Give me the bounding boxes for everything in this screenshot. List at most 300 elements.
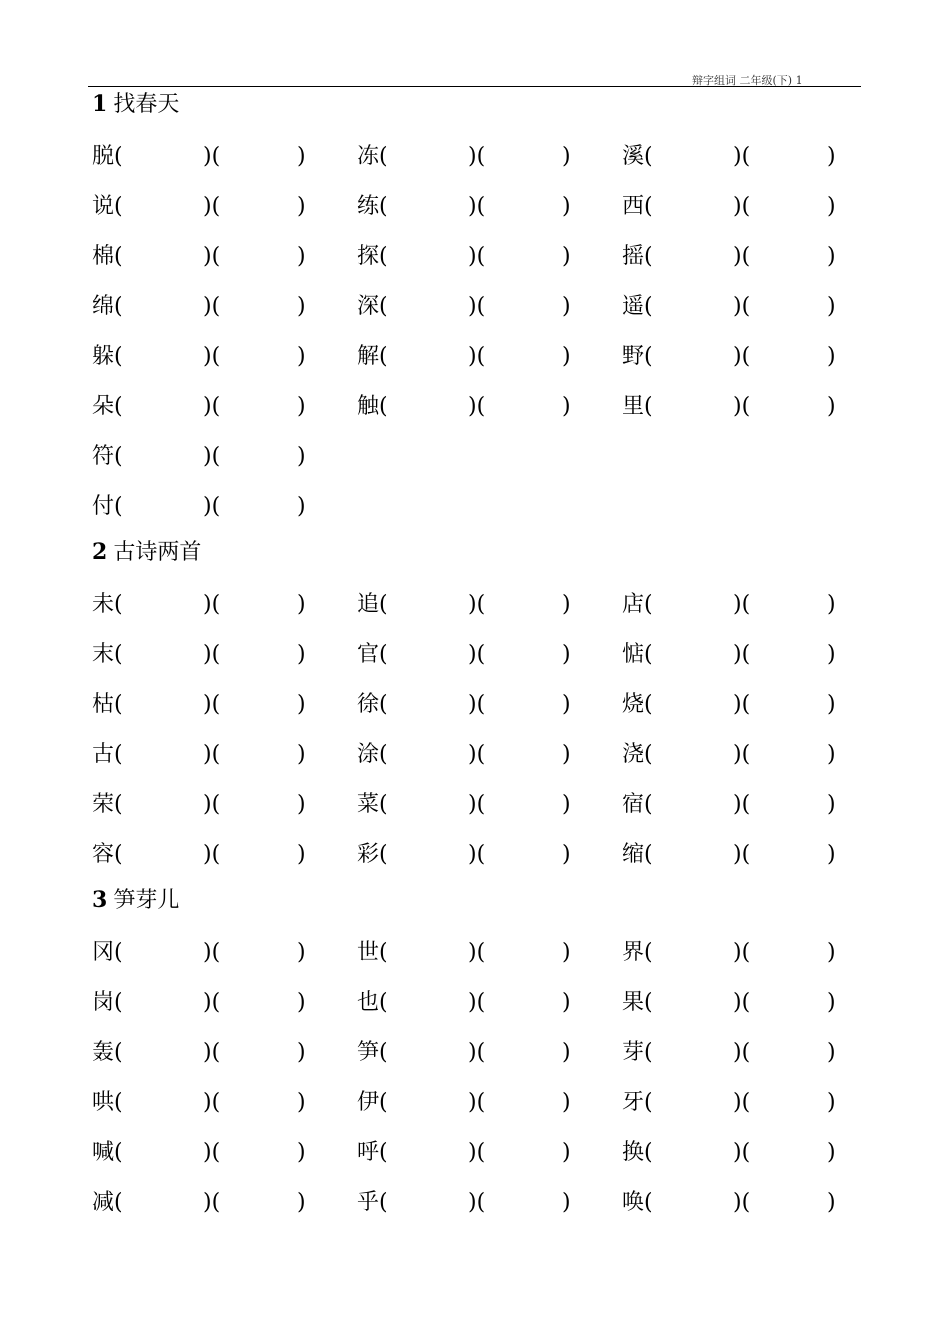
blank-close-paren[interactable]: ) — [562, 842, 571, 867]
character: 店 — [622, 592, 645, 617]
blank-open-paren: ( — [379, 294, 388, 319]
character-with-paren — [92, 1038, 123, 1068]
character: 也 — [357, 990, 380, 1015]
character-with-paren — [92, 242, 123, 272]
blank-open-paren: ( — [379, 144, 388, 169]
blank-close-paren[interactable]: ) — [562, 792, 571, 817]
blank-open-paren: ( — [379, 1040, 388, 1065]
blank-open-paren: ( — [644, 940, 653, 965]
blank-mid-paren[interactable]: )( — [468, 294, 486, 319]
blank-mid-paren[interactable]: )( — [203, 742, 221, 767]
blank-mid-paren[interactable]: )( — [733, 1190, 751, 1215]
blank-mid-paren[interactable]: )( — [203, 1090, 221, 1115]
blank-mid-paren[interactable]: )( — [468, 244, 486, 269]
blank-open-paren: ( — [114, 344, 123, 369]
blank-open-paren: ( — [644, 344, 653, 369]
blank-mid-paren[interactable]: )( — [733, 692, 751, 717]
blank-mid-paren[interactable]: )( — [468, 394, 486, 419]
blank-open-paren: ( — [644, 1040, 653, 1065]
blank-mid-paren[interactable]: )( — [468, 344, 486, 369]
exercise-row — [0, 790, 950, 820]
blank-mid-paren[interactable]: )( — [203, 394, 221, 419]
character-with-paren — [92, 292, 123, 322]
character-with-paren — [357, 192, 388, 222]
character: 芽 — [622, 1040, 645, 1065]
blank-mid-paren[interactable]: )( — [203, 144, 221, 169]
blank-close-paren[interactable]: ) — [827, 1090, 836, 1115]
character-with-paren — [622, 1138, 653, 1168]
blank-close-paren[interactable]: ) — [827, 394, 836, 419]
character: 冈 — [92, 940, 115, 965]
blank-mid-paren[interactable]: )( — [468, 842, 486, 867]
character: 烧 — [622, 692, 645, 717]
character-with-paren — [622, 342, 653, 372]
character: 棉 — [92, 244, 115, 269]
blank-close-paren[interactable]: ) — [297, 842, 306, 867]
blank-open-paren: ( — [644, 792, 653, 817]
character: 脱 — [92, 144, 115, 169]
character: 深 — [357, 294, 380, 319]
blank-close-paren[interactable]: ) — [297, 444, 306, 469]
character-with-paren — [622, 1088, 653, 1118]
exercise-row — [0, 1088, 950, 1118]
character: 缩 — [622, 842, 645, 867]
blank-open-paren: ( — [379, 1190, 388, 1215]
blank-close-paren[interactable]: ) — [827, 1040, 836, 1065]
blank-open-paren: ( — [379, 244, 388, 269]
blank-open-paren: ( — [114, 592, 123, 617]
character-with-paren — [622, 1038, 653, 1068]
character: 触 — [357, 394, 380, 419]
character: 冻 — [357, 144, 380, 169]
blank-mid-paren[interactable]: )( — [468, 742, 486, 767]
character: 菜 — [357, 792, 380, 817]
section-title — [92, 90, 179, 119]
blank-mid-paren[interactable]: )( — [203, 990, 221, 1015]
blank-mid-paren[interactable]: )( — [733, 842, 751, 867]
blank-close-paren[interactable]: ) — [297, 194, 306, 219]
blank-close-paren[interactable]: ) — [562, 394, 571, 419]
character: 牙 — [622, 1090, 645, 1115]
blank-close-paren[interactable]: ) — [297, 394, 306, 419]
character-with-paren — [622, 242, 653, 272]
exercise-row — [0, 142, 950, 172]
blank-open-paren: ( — [114, 642, 123, 667]
blank-close-paren[interactable]: ) — [297, 592, 306, 617]
character: 笋 — [357, 1040, 380, 1065]
blank-mid-paren[interactable]: )( — [203, 692, 221, 717]
blank-close-paren[interactable]: ) — [827, 244, 836, 269]
blank-mid-paren[interactable]: )( — [468, 1140, 486, 1165]
blank-mid-paren[interactable]: )( — [203, 444, 221, 469]
blank-open-paren: ( — [379, 842, 388, 867]
blank-close-paren[interactable]: ) — [297, 144, 306, 169]
blank-close-paren[interactable]: ) — [297, 692, 306, 717]
character: 荣 — [92, 792, 115, 817]
blank-open-paren: ( — [114, 842, 123, 867]
character: 呼 — [357, 1140, 380, 1165]
blank-open-paren: ( — [644, 842, 653, 867]
character: 轰 — [92, 1040, 115, 1065]
exercise-row — [0, 492, 950, 522]
blank-mid-paren[interactable]: )( — [733, 792, 751, 817]
blank-close-paren[interactable]: ) — [297, 940, 306, 965]
blank-mid-paren[interactable]: )( — [203, 642, 221, 667]
exercise-row — [0, 740, 950, 770]
blank-close-paren[interactable]: ) — [827, 194, 836, 219]
character-with-paren — [357, 1138, 388, 1168]
blank-close-paren[interactable]: ) — [297, 294, 306, 319]
blank-close-paren[interactable]: ) — [562, 1140, 571, 1165]
blank-close-paren[interactable]: ) — [297, 742, 306, 767]
character-with-paren — [92, 492, 123, 522]
blank-mid-paren[interactable]: )( — [203, 244, 221, 269]
blank-open-paren: ( — [114, 444, 123, 469]
character-with-paren — [92, 1188, 123, 1218]
blank-close-paren[interactable]: ) — [562, 344, 571, 369]
blank-close-paren[interactable]: ) — [827, 1190, 836, 1215]
blank-open-paren: ( — [644, 394, 653, 419]
blank-close-paren[interactable]: ) — [827, 344, 836, 369]
character-with-paren — [357, 292, 388, 322]
blank-mid-paren[interactable]: )( — [203, 294, 221, 319]
character-with-paren — [357, 640, 388, 670]
character-with-paren — [357, 392, 388, 422]
blank-close-paren[interactable]: ) — [297, 344, 306, 369]
blank-open-paren: ( — [114, 194, 123, 219]
blank-open-paren: ( — [114, 394, 123, 419]
character-with-paren — [92, 640, 123, 670]
blank-open-paren: ( — [114, 940, 123, 965]
blank-close-paren[interactable]: ) — [827, 294, 836, 319]
character: 伊 — [357, 1090, 380, 1115]
blank-open-paren: ( — [644, 1190, 653, 1215]
blank-open-paren: ( — [379, 344, 388, 369]
character: 付 — [92, 494, 115, 519]
character-with-paren — [92, 740, 123, 770]
blank-open-paren: ( — [114, 792, 123, 817]
character-with-paren — [622, 590, 653, 620]
blank-open-paren: ( — [379, 394, 388, 419]
blank-mid-paren[interactable]: )( — [468, 692, 486, 717]
character-with-paren — [357, 590, 388, 620]
character: 果 — [622, 990, 645, 1015]
blank-close-paren[interactable]: ) — [297, 990, 306, 1015]
character-with-paren — [622, 740, 653, 770]
character-with-paren — [357, 988, 388, 1018]
blank-open-paren: ( — [644, 294, 653, 319]
blank-open-paren: ( — [114, 1040, 123, 1065]
blank-open-paren: ( — [379, 592, 388, 617]
character: 未 — [92, 592, 115, 617]
character-with-paren — [92, 442, 123, 472]
blank-open-paren: ( — [114, 494, 123, 519]
blank-close-paren[interactable]: ) — [562, 144, 571, 169]
blank-open-paren: ( — [644, 194, 653, 219]
exercise-row — [0, 242, 950, 272]
character-with-paren — [622, 790, 653, 820]
character-with-paren — [92, 840, 123, 870]
exercise-row — [0, 590, 950, 620]
character-with-paren — [622, 142, 653, 172]
exercise-row — [0, 442, 950, 472]
character: 浇 — [622, 742, 645, 767]
character-with-paren — [357, 342, 388, 372]
exercise-row — [0, 690, 950, 720]
blank-open-paren: ( — [114, 692, 123, 717]
character: 西 — [622, 194, 645, 219]
character: 唤 — [622, 1190, 645, 1215]
character: 躲 — [92, 344, 115, 369]
blank-close-paren[interactable]: ) — [562, 1190, 571, 1215]
character-with-paren — [622, 690, 653, 720]
character-with-paren — [92, 1088, 123, 1118]
exercise-row — [0, 640, 950, 670]
blank-mid-paren[interactable]: )( — [203, 1190, 221, 1215]
exercise-row — [0, 840, 950, 870]
blank-mid-paren[interactable]: )( — [733, 742, 751, 767]
character-with-paren — [92, 690, 123, 720]
character: 探 — [357, 244, 380, 269]
character-with-paren — [357, 840, 388, 870]
blank-open-paren: ( — [114, 144, 123, 169]
character: 练 — [357, 194, 380, 219]
blank-mid-paren[interactable]: )( — [468, 1190, 486, 1215]
blank-close-paren[interactable]: ) — [297, 244, 306, 269]
blank-mid-paren[interactable]: )( — [733, 344, 751, 369]
character-with-paren — [357, 1038, 388, 1068]
blank-open-paren: ( — [114, 1140, 123, 1165]
blank-mid-paren[interactable]: )( — [203, 792, 221, 817]
character: 容 — [92, 842, 115, 867]
character: 古 — [92, 742, 115, 767]
blank-mid-paren[interactable]: )( — [733, 990, 751, 1015]
character: 涂 — [357, 742, 380, 767]
character: 解 — [357, 344, 380, 369]
blank-close-paren[interactable]: ) — [562, 194, 571, 219]
character-with-paren — [357, 1188, 388, 1218]
character-with-paren — [92, 938, 123, 968]
section-title-text: 古诗两首 — [113, 540, 202, 565]
blank-open-paren: ( — [379, 940, 388, 965]
blank-mid-paren[interactable]: )( — [203, 1040, 221, 1065]
character-with-paren — [92, 590, 123, 620]
blank-close-paren[interactable]: ) — [827, 990, 836, 1015]
character: 世 — [357, 940, 380, 965]
blank-close-paren[interactable]: ) — [562, 592, 571, 617]
blank-open-paren: ( — [114, 742, 123, 767]
blank-close-paren[interactable]: ) — [562, 692, 571, 717]
blank-open-paren: ( — [379, 194, 388, 219]
character: 界 — [622, 940, 645, 965]
blank-open-paren: ( — [644, 990, 653, 1015]
blank-mid-paren[interactable]: )( — [468, 1090, 486, 1115]
blank-open-paren: ( — [379, 792, 388, 817]
blank-mid-paren[interactable]: )( — [203, 842, 221, 867]
blank-close-paren[interactable]: ) — [297, 1140, 306, 1165]
character: 乎 — [357, 1190, 380, 1215]
blank-open-paren: ( — [644, 642, 653, 667]
blank-open-paren: ( — [644, 592, 653, 617]
character-with-paren — [92, 192, 123, 222]
character-with-paren — [622, 1188, 653, 1218]
character-with-paren — [622, 392, 653, 422]
blank-mid-paren[interactable]: )( — [468, 144, 486, 169]
blank-close-paren[interactable]: ) — [827, 592, 836, 617]
blank-mid-paren[interactable]: )( — [468, 1040, 486, 1065]
character: 官 — [357, 642, 380, 667]
character-with-paren — [92, 1138, 123, 1168]
blank-open-paren: ( — [114, 294, 123, 319]
blank-close-paren[interactable]: ) — [827, 940, 836, 965]
blank-close-paren[interactable]: ) — [297, 642, 306, 667]
character-with-paren — [622, 840, 653, 870]
character-with-paren — [357, 790, 388, 820]
blank-close-paren[interactable]: ) — [297, 494, 306, 519]
blank-close-paren[interactable]: ) — [562, 742, 571, 767]
character: 遥 — [622, 294, 645, 319]
character: 惦 — [622, 642, 645, 667]
exercise-row — [0, 292, 950, 322]
blank-mid-paren[interactable]: )( — [733, 294, 751, 319]
section-number: 3 — [92, 887, 108, 913]
exercise-row — [0, 392, 950, 422]
blank-open-paren: ( — [379, 692, 388, 717]
character-with-paren — [357, 740, 388, 770]
character-with-paren — [92, 342, 123, 372]
blank-close-paren[interactable]: ) — [562, 1040, 571, 1065]
blank-close-paren[interactable]: ) — [827, 144, 836, 169]
blank-close-paren[interactable]: ) — [562, 940, 571, 965]
blank-open-paren: ( — [379, 1140, 388, 1165]
character-with-paren — [357, 690, 388, 720]
blank-close-paren[interactable]: ) — [297, 1090, 306, 1115]
blank-open-paren: ( — [114, 244, 123, 269]
character: 换 — [622, 1140, 645, 1165]
exercise-row — [0, 1188, 950, 1218]
blank-close-paren[interactable]: ) — [562, 294, 571, 319]
blank-open-paren: ( — [379, 742, 388, 767]
character-with-paren — [92, 790, 123, 820]
blank-open-paren: ( — [114, 1190, 123, 1215]
blank-mid-paren[interactable]: )( — [468, 642, 486, 667]
blank-mid-paren[interactable]: )( — [733, 244, 751, 269]
character-with-paren — [357, 938, 388, 968]
character: 朵 — [92, 394, 115, 419]
blank-open-paren: ( — [379, 642, 388, 667]
blank-mid-paren[interactable]: )( — [468, 990, 486, 1015]
character-with-paren — [357, 242, 388, 272]
exercise-row — [0, 1138, 950, 1168]
blank-open-paren: ( — [644, 692, 653, 717]
character: 枯 — [92, 692, 115, 717]
character: 符 — [92, 444, 115, 469]
character: 岗 — [92, 990, 115, 1015]
blank-close-paren[interactable]: ) — [827, 1140, 836, 1165]
section-title — [92, 538, 201, 567]
character: 宿 — [622, 792, 645, 817]
blank-close-paren[interactable]: ) — [297, 792, 306, 817]
blank-mid-paren[interactable]: )( — [733, 394, 751, 419]
blank-mid-paren[interactable]: )( — [733, 940, 751, 965]
blank-close-paren[interactable]: ) — [827, 842, 836, 867]
character-with-paren — [92, 142, 123, 172]
blank-mid-paren[interactable]: )( — [733, 194, 751, 219]
blank-mid-paren[interactable]: )( — [733, 642, 751, 667]
section-title-text: 找春天 — [113, 92, 180, 117]
blank-mid-paren[interactable]: )( — [733, 1090, 751, 1115]
blank-mid-paren[interactable]: )( — [203, 494, 221, 519]
character-with-paren — [357, 142, 388, 172]
character: 野 — [622, 344, 645, 369]
blank-close-paren[interactable]: ) — [827, 792, 836, 817]
blank-close-paren[interactable]: ) — [562, 244, 571, 269]
blank-close-paren[interactable]: ) — [827, 742, 836, 767]
blank-close-paren[interactable]: ) — [562, 1090, 571, 1115]
blank-mid-paren[interactable]: )( — [468, 792, 486, 817]
exercise-row — [0, 1038, 950, 1068]
blank-mid-paren[interactable]: )( — [733, 592, 751, 617]
character: 彩 — [357, 842, 380, 867]
blank-open-paren: ( — [644, 144, 653, 169]
blank-mid-paren[interactable]: )( — [203, 1140, 221, 1165]
blank-close-paren[interactable]: ) — [562, 990, 571, 1015]
blank-close-paren[interactable]: ) — [827, 642, 836, 667]
blank-mid-paren[interactable]: )( — [468, 940, 486, 965]
character: 喊 — [92, 1140, 115, 1165]
character: 溪 — [622, 144, 645, 169]
blank-open-paren: ( — [379, 1090, 388, 1115]
blank-mid-paren[interactable]: )( — [468, 194, 486, 219]
blank-open-paren: ( — [644, 1090, 653, 1115]
blank-close-paren[interactable]: ) — [827, 692, 836, 717]
page-header: 辩字组词 二年级(下) 1 — [692, 74, 803, 87]
blank-close-paren[interactable]: ) — [562, 642, 571, 667]
blank-open-paren: ( — [644, 742, 653, 767]
character: 减 — [92, 1190, 115, 1215]
blank-open-paren: ( — [114, 1090, 123, 1115]
blank-mid-paren[interactable]: )( — [733, 144, 751, 169]
blank-mid-paren[interactable]: )( — [468, 592, 486, 617]
exercise-row — [0, 938, 950, 968]
character: 里 — [622, 394, 645, 419]
section-number: 1 — [92, 91, 108, 117]
exercise-row — [0, 342, 950, 372]
character-with-paren — [622, 988, 653, 1018]
section-title-text: 笋芽儿 — [113, 888, 180, 913]
character-with-paren — [622, 640, 653, 670]
exercise-row — [0, 192, 950, 222]
blank-open-paren: ( — [114, 990, 123, 1015]
blank-mid-paren[interactable]: )( — [203, 344, 221, 369]
character-with-paren — [92, 392, 123, 422]
exercise-row — [0, 988, 950, 1018]
blank-mid-paren[interactable]: )( — [203, 194, 221, 219]
blank-mid-paren[interactable]: )( — [733, 1040, 751, 1065]
character-with-paren — [622, 192, 653, 222]
blank-mid-paren[interactable]: )( — [203, 940, 221, 965]
blank-close-paren[interactable]: ) — [297, 1190, 306, 1215]
blank-close-paren[interactable]: ) — [297, 1040, 306, 1065]
character: 绵 — [92, 294, 115, 319]
character: 末 — [92, 642, 115, 667]
section-number: 2 — [92, 539, 108, 565]
blank-mid-paren[interactable]: )( — [733, 1140, 751, 1165]
character: 徐 — [357, 692, 380, 717]
character-with-paren — [357, 1088, 388, 1118]
section-title — [92, 886, 179, 915]
blank-mid-paren[interactable]: )( — [203, 592, 221, 617]
